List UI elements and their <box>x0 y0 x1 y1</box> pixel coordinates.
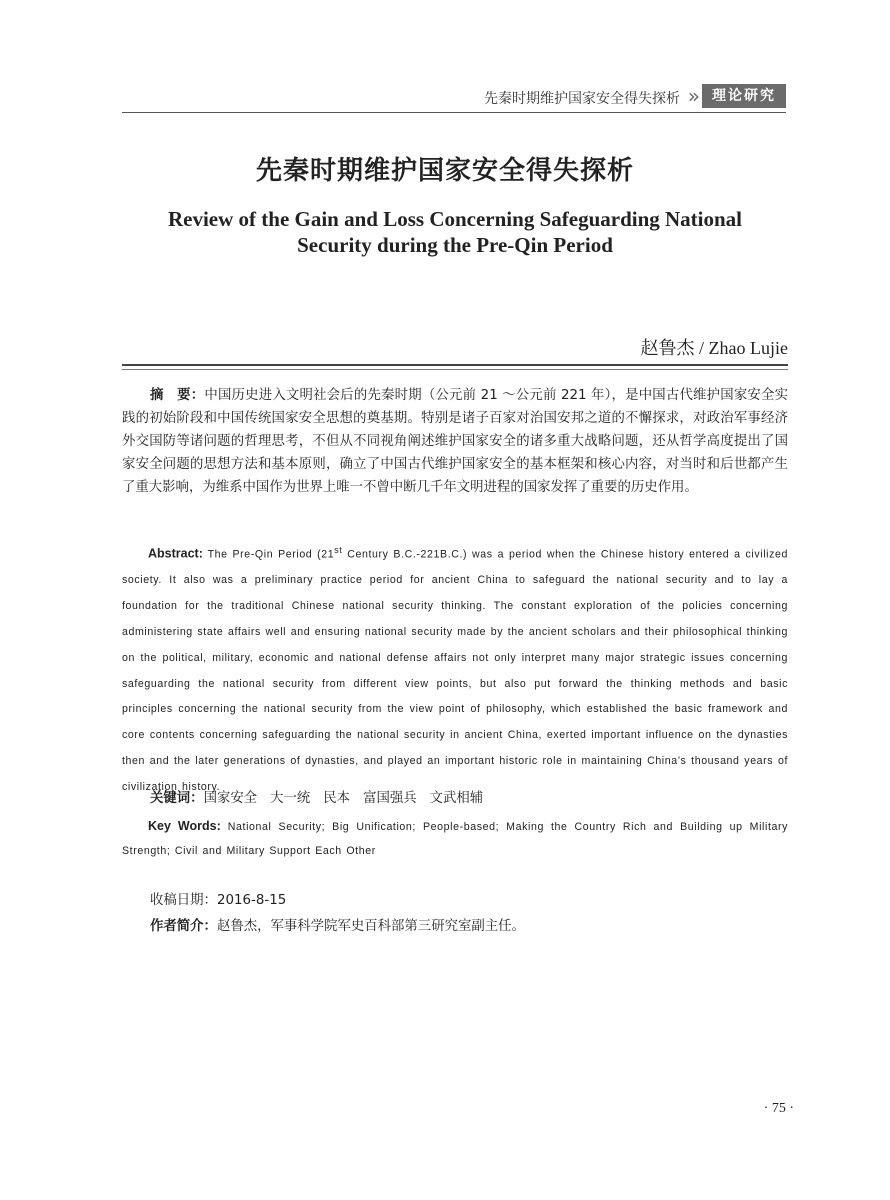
keyword-zh: 富国强兵 <box>363 791 417 806</box>
keywords-zh <box>150 788 788 810</box>
abstract-en-text-2: Century B.C.-221B.C.) was a period when the Chinese history entered a civilized society. It also was a preliminary practice period for ancient China to safeguard the national security and to lay a foundation for the traditional Chinese national security thinking. The constant exploration of the policies concerning administering state affairs well and ensuring national security made by the ancient scholars and their philosophical thinking on the political, military, economic and national defense affairs not only interpret many major strategic issues concerning safeguarding the national security from different view points, but also put forward the thinking methods and basic principles concerning the national security from the view point of philosophy, which established the basic framework and core contents concerning safeguarding the national security in ancient China, exerted important influence on the dynasties then and the later generations of dynasties, and played an important historic role in maintaining China’s thousand years of civilization history. <box>122 548 788 793</box>
page-title-en-line2: Security during the Pre-Qin Period <box>297 233 613 257</box>
author-intro <box>150 915 525 934</box>
abstract-en-text-1: The Pre-Qin Period (21 <box>202 548 335 561</box>
abstract-en <box>122 538 788 801</box>
keyword-zh: 民本 <box>323 791 351 806</box>
divider-thin <box>122 369 788 370</box>
received-date-value: 2016-8-15 <box>216 893 287 908</box>
page-title-en-line1: Review of the Gain and Loss Concerning Safeguarding National <box>167 207 743 231</box>
keywords-en-label: Key Words: <box>148 819 221 833</box>
page-number: · 75 · <box>763 1101 794 1116</box>
keyword-zh: 文武相辅 <box>429 791 484 806</box>
received-date-label: 收稿日期： <box>150 893 217 908</box>
divider-thick <box>122 364 788 366</box>
received-date <box>150 889 286 908</box>
abstract-zh-text: 中国历史进入文明社会后的先秦时期（公元前 21 ～公元前 221 年），是中国古代维护国家安全实践的初始阶段和中国传统国家安全思想的奠基期。特别是诸子百家对治国安邦之道的不懈探求，对政治军事经济外交国防等诸问题的哲理思考，不但从不同视角阐述维护国家安全的诸多重大战略问题，还从哲学高度提出了国家安全问题的思想方法和基本原则，确立了中国古代维护国家安全的基本框架和核心内容，对当时和后世都产生了重大影响，为维系中国作为世界上唯一不曾中断几千年文明进程的国家发挥了重要的历史作用。 <box>122 388 789 495</box>
keywords-zh-label: 关键词： <box>150 791 204 806</box>
abstract-en-label: Abstract: <box>148 546 203 561</box>
author-intro-value: 赵鲁杰，军事科学院军史百科部第三研究室副主任。 <box>216 919 525 934</box>
keyword-zh: 国家安全 <box>203 791 258 806</box>
author-intro-label: 作者简介： <box>150 919 217 934</box>
author-name: 赵鲁杰 / Zhao Lujie <box>640 338 788 358</box>
keywords-en-text: National Security; Big Unification; People-based; Making the Country Rich and Building up Military Strength; Civil and Military Support Each Other <box>122 821 789 857</box>
page-title-zh: 先秦时期维护国家安全得失探析 <box>255 156 634 186</box>
abstract-zh <box>122 384 788 499</box>
keyword-zh: 大一统 <box>270 791 311 806</box>
page-title-en <box>150 206 760 258</box>
abstract-en-superscript: st <box>334 545 343 555</box>
section-tag: 理论研究 <box>702 84 786 108</box>
abstract-zh-label: 摘 要： <box>150 388 205 403</box>
keywords-en <box>122 814 788 863</box>
running-header <box>122 82 786 113</box>
running-title: 先秦时期维护国家安全得失探析 <box>484 91 680 107</box>
double-chevron-icon: » <box>687 84 696 108</box>
